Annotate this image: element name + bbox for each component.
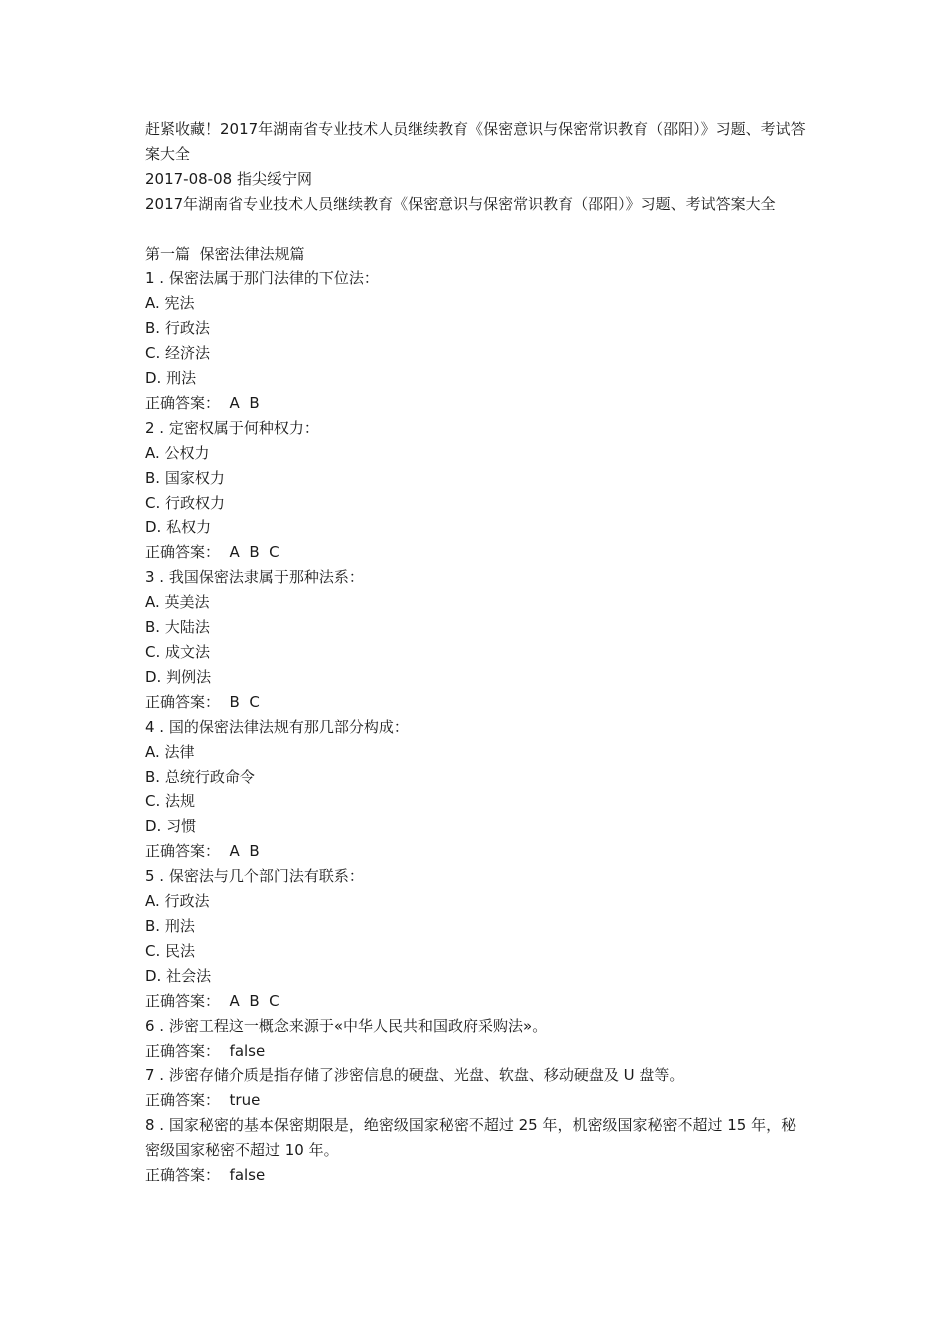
section-title: 第一篇 保密法律法规篇 bbox=[145, 244, 305, 263]
question-text: 4 . 国的保密法律法规有那几部分构成： bbox=[145, 717, 409, 736]
question-option: D. 判例法 bbox=[145, 667, 212, 686]
correct-answer: 正确答案： A B bbox=[145, 393, 260, 412]
question-option: C. 民法 bbox=[145, 941, 196, 960]
question-block bbox=[145, 1113, 811, 1188]
question-block bbox=[145, 715, 811, 864]
correct-answer: 正确答案： A B bbox=[145, 842, 260, 861]
question-text: 6 . 涉密工程这一概念来源于«中华人民共和国政府采购法»。 bbox=[145, 1016, 548, 1035]
question-text: 3 . 我国保密法隶属于那种法系： bbox=[145, 568, 364, 587]
correct-answer: 正确答案： true bbox=[145, 1091, 261, 1110]
question-block bbox=[145, 1063, 811, 1113]
document-page bbox=[145, 117, 811, 1188]
question-option: A. 法律 bbox=[145, 742, 195, 761]
question-block bbox=[145, 565, 811, 714]
correct-answer: 正确答案： B C bbox=[145, 692, 260, 711]
question-option: C. 经济法 bbox=[145, 344, 211, 363]
question-option: B. 行政法 bbox=[145, 319, 210, 338]
article-subtitle: 2017年湖南省专业技术人员继续教育《保密意识与保密常识教育（邵阳）》习题、考试答案大全 bbox=[145, 194, 776, 213]
question-option: B. 总统行政命令 bbox=[145, 767, 255, 786]
question-block bbox=[145, 266, 811, 415]
question-text: 2 . 定密权属于何种权力： bbox=[145, 418, 319, 437]
question-option: A. 英美法 bbox=[145, 593, 210, 612]
blank-line bbox=[145, 217, 811, 242]
question-text: 5 . 保密法与几个部门法有联系： bbox=[145, 867, 364, 886]
question-list bbox=[145, 266, 811, 1188]
question-option: A. 公权力 bbox=[145, 443, 210, 462]
question-option: B. 国家权力 bbox=[145, 468, 225, 487]
question-text: 8 . 国家秘密的基本保密期限是，绝密级国家秘密不超过 25 年，机密级国家秘密不超过 15 年，秘密级国家秘密不超过 10 年。 bbox=[145, 1116, 797, 1160]
question-option: A. 行政法 bbox=[145, 892, 210, 911]
correct-answer: 正确答案： A B C bbox=[145, 991, 280, 1010]
correct-answer: 正确答案： false bbox=[145, 1166, 266, 1185]
question-option: D. 刑法 bbox=[145, 369, 197, 388]
question-option: C. 成文法 bbox=[145, 643, 211, 662]
question-block bbox=[145, 1014, 811, 1064]
correct-answer: 正确答案： false bbox=[145, 1041, 266, 1060]
question-option: D. 私权力 bbox=[145, 518, 212, 537]
article-title: 赶紧收藏！2017年湖南省专业技术人员继续教育《保密意识与保密常识教育（邵阳）》习题、考试答案大全 bbox=[145, 120, 806, 163]
question-option: C. 行政权力 bbox=[145, 493, 226, 512]
question-option: A. 宪法 bbox=[145, 294, 195, 313]
question-text: 7 . 涉密存储介质是指存储了涉密信息的硬盘、光盘、软盘、移动硬盘及 U 盘等。 bbox=[145, 1066, 685, 1085]
question-block bbox=[145, 864, 811, 1013]
correct-answer: 正确答案： A B C bbox=[145, 543, 280, 562]
question-option: B. 刑法 bbox=[145, 916, 195, 935]
question-option: C. 法规 bbox=[145, 792, 196, 811]
question-block bbox=[145, 416, 811, 565]
question-option: B. 大陆法 bbox=[145, 618, 210, 637]
question-option: D. 习惯 bbox=[145, 817, 197, 836]
article-date-source: 2017-08-08 指尖绥宁网 bbox=[145, 169, 312, 188]
question-option: D. 社会法 bbox=[145, 966, 212, 985]
question-text: 1 . 保密法属于那门法律的下位法： bbox=[145, 269, 379, 288]
